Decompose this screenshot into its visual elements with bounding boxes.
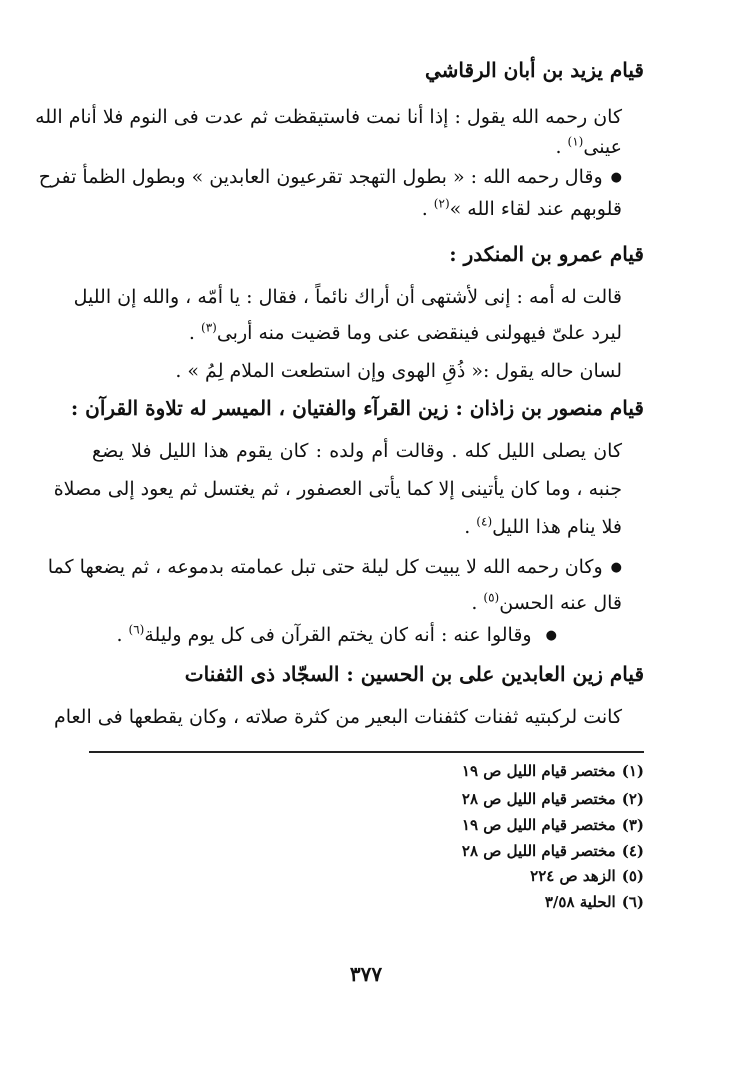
paragraph-line: قلوبهم عند لقاء الله »$^{(٢)}$ . [421,196,622,220]
section-heading-amr: قيام عمرو بن المنكدر : [449,242,644,266]
footnote: (٤)مختصر قيام الليل ص ٢٨ [461,842,644,860]
footnote: (٢)مختصر قيام الليل ص ٢٨ [461,790,644,808]
paragraph-line: لسان حاله يقول :« ذُقِ الهوى وإن استطعت الملام لِمُ » . [175,360,622,382]
paragraph-line: جنبه ، وما كان يأتينى إلا كما يأتى العصفور ، ثم يغتسل ثم يعود إلى مصلاة [53,478,622,500]
footnote-ref: (٦) [128,622,145,637]
paragraph-line: كان يصلى الليل كله . وقالت أم ولده : كان يقوم هذا الليل فلا يضع [92,440,622,462]
page-number: ٣٧٧ [349,962,383,986]
footnote: (٣)مختصر قيام الليل ص ١٩ [461,816,644,834]
footnote: (١)مختصر قيام الليل ص ١٩ [461,762,644,780]
footnote-divider [89,751,644,753]
footnote-ref: (١) [567,134,584,149]
bullet-paragraph-line: ● وقالوا عنه : أنه كان يختم القرآن فى كل يوم وليلة$^{(٦)}$ . [116,626,557,645]
bullet-paragraph-line: ● وقال رحمه الله : « بطول التهجد تقرعيون العابدين » وبطول الظمأ تفرح [92,168,622,187]
footnote-ref: (٣) [201,320,217,335]
footnote-ref: (٢) [433,196,450,211]
footnote: (٥)الزهد ص ٢٢٤ [530,867,644,885]
footnote-ref: (٥) [483,590,500,605]
paragraph-line: فلا ينام هذا الليل$^{(٤)}$ . [464,514,622,538]
paragraph-line: كان رحمه الله يقول : إذا أنا نمت فاستيقظت ثم عدت فى النوم فلا أنام الله [35,106,622,128]
section-heading-zain: قيام زين العابدين على بن الحسين : السجّاد ذى الثفنات [184,662,644,686]
footnote: (٦)الحلية ٣/٥٨ [544,893,644,911]
paragraph-line: قال عنه الحسن$^{(٥)}$ . [471,590,622,614]
paragraph-line: قالت له أمه : إنى لأشتهى أن أراك نائماً ، فقال : يا أمّه ، والله إن الليل [73,286,622,308]
bullet-paragraph-line: ● وكان رحمه الله لا يبيت كل ليلة حتى تبل عمامته بدموعه ، ثم يضعها كما [92,558,622,577]
footnote-ref: (٤) [476,514,493,529]
section-heading-mansur: قيام منصور بن زاذان : زين القرآء والفتيان ، الميسر له تلاوة القرآن : [70,396,644,420]
section-heading-yazid: قيام يزيد بن أبان الرقاشي [424,58,644,82]
paragraph-line: عينى$^{(١)}$ . [555,134,622,158]
paragraph-line: ليرد علىّ فيهولنى فينقضى عنى وما قضيت منه أربى$^{(٣)}$ . [188,320,622,344]
paragraph-line: كانت لركبتيه ثفنات كثفنات البعير من كثرة صلاته ، وكان يقطعها فى العام [53,706,622,728]
